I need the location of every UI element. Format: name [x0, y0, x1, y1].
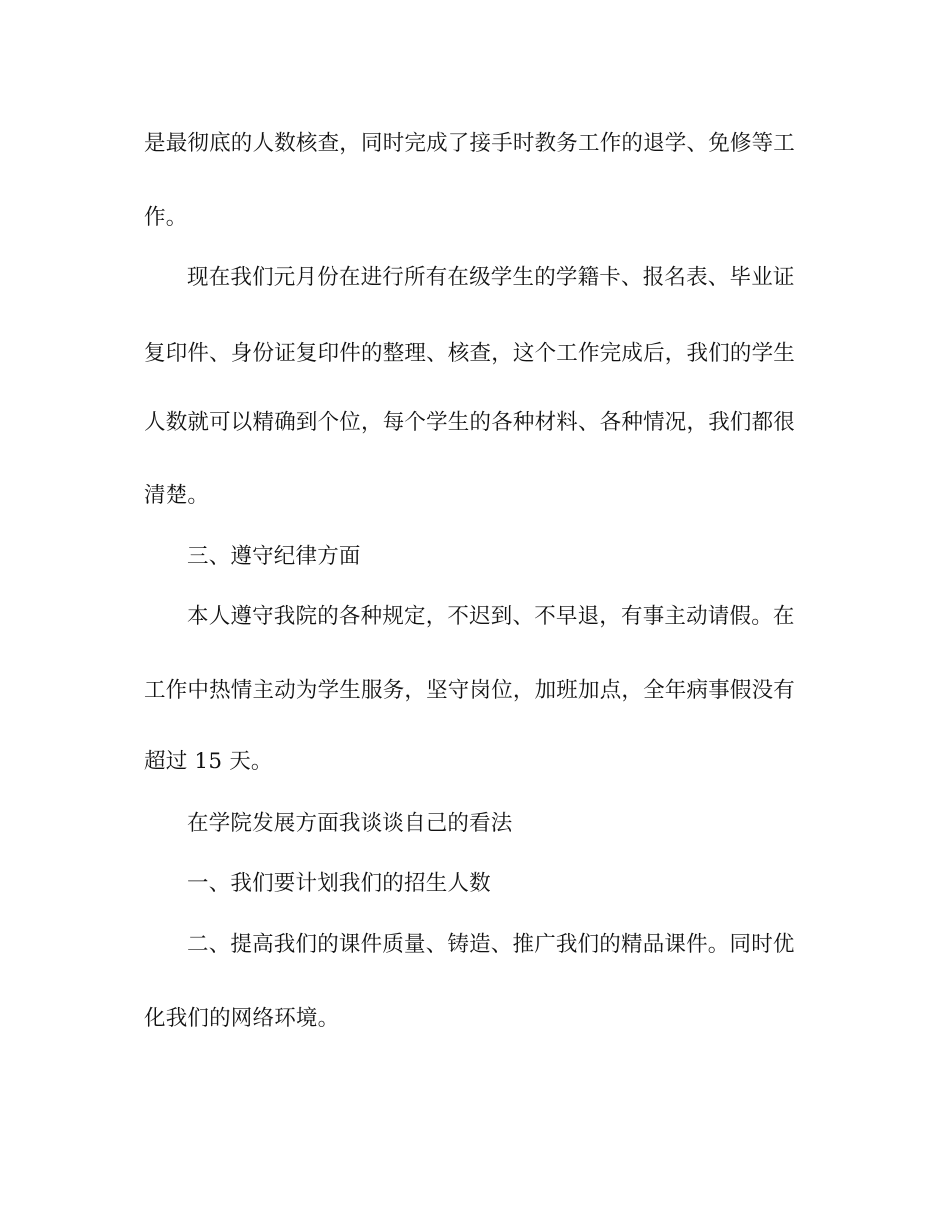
paragraph-line: 复印件、身份证复印件的整理、核查，这个工作完成后，我们的学生 [144, 341, 796, 366]
paragraph-line: 是最彻底的人数核查，同时完成了接手时教务工作的退学、免修等工 [144, 131, 796, 156]
paragraph-line: 超过 15 天。 [144, 749, 273, 774]
section-heading: 三、遵守纪律方面 [187, 544, 361, 569]
paragraph-line: 作。 [144, 205, 188, 230]
paragraph-line: 化我们的网络环境。 [144, 1006, 340, 1031]
paragraph-line: 工作中热情主动为学生服务，坚守岗位，加班加点，全年病事假没有 [144, 678, 796, 703]
section-heading: 在学院发展方面我谈谈自己的看法 [187, 811, 513, 836]
paragraph-line: 人数就可以精确到个位，每个学生的各种材料、各种情况，我们都很 [144, 410, 796, 435]
list-item: 二、提高我们的课件质量、铸造、推广我们的精品课件。同时优 [187, 932, 795, 957]
list-item: 一、我们要计划我们的招生人数 [187, 871, 491, 896]
paragraph-line: 本人遵守我院的各种规定，不迟到、不早退，有事主动请假。在 [187, 604, 795, 629]
paragraph-line: 清楚。 [144, 483, 210, 508]
paragraph-line: 现在我们元月份在进行所有在级学生的学籍卡、报名表、毕业证 [187, 265, 795, 290]
